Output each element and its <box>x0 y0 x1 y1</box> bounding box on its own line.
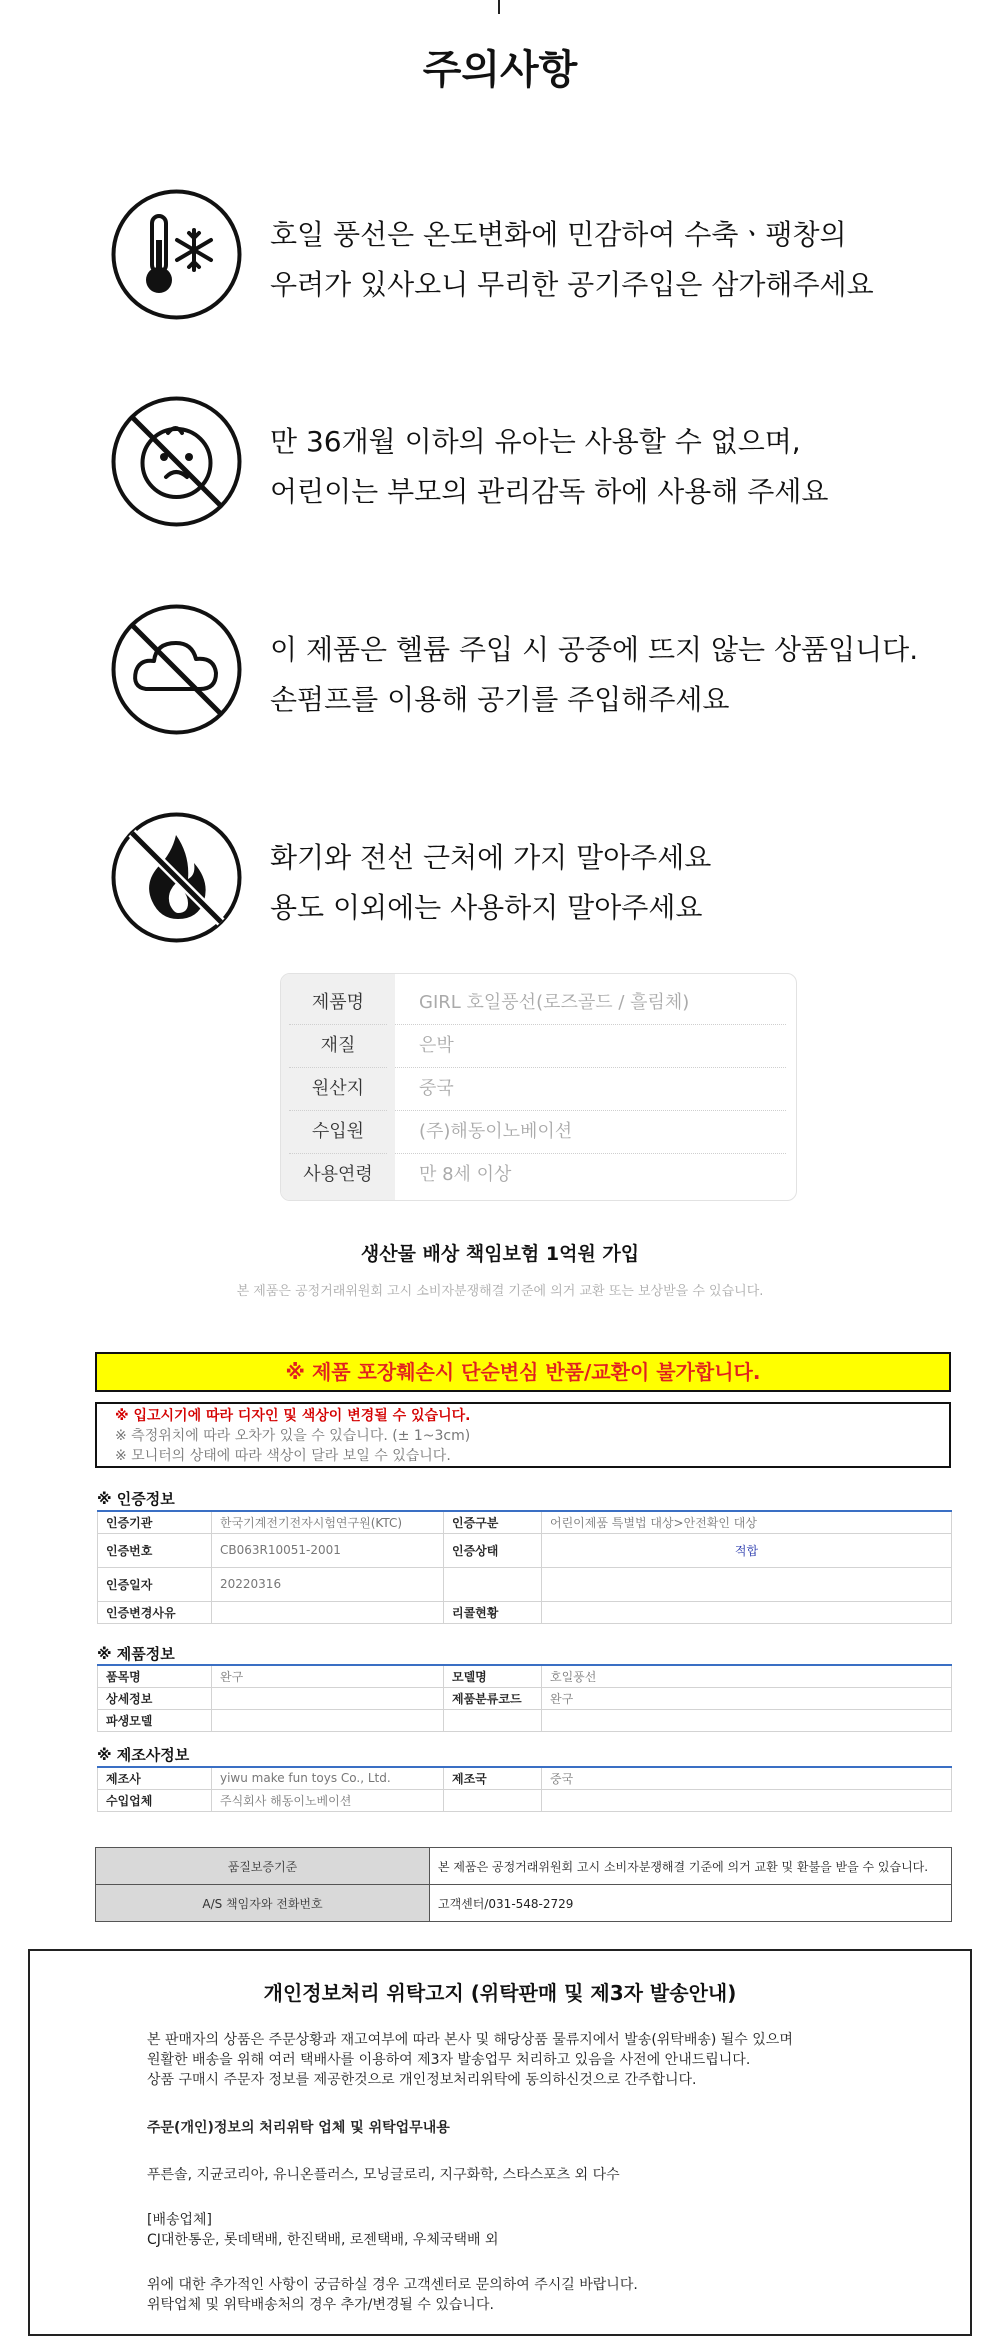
empty-cell <box>542 1709 952 1731</box>
cert-number-label: 인증번호 <box>98 1533 212 1567</box>
as-contact-label: A/S 책임자와 전화번호 <box>96 1885 430 1922</box>
table-row <box>98 1511 952 1533</box>
quality-standard-label: 품질보증기준 <box>96 1848 430 1885</box>
privacy-notice-box <box>28 1949 972 2336</box>
table-row <box>98 1789 952 1811</box>
spec-label: 사용연령 <box>303 1164 373 1185</box>
privacy-footer-line: 위에 대한 추가적인 사항이 궁금하실 경우 고객센터로 문의하여 주시길 바랍니다. <box>147 2277 638 2293</box>
cert-agency: 한국기계전기전자시험연구원(KTC) <box>212 1511 444 1533</box>
empty-cell <box>444 1789 542 1811</box>
table-row <box>98 1601 952 1623</box>
cert-type: 어린이제품 특별법 대상>안전확인 대상 <box>542 1511 952 1533</box>
notice-line: ※ 입고시기에 따라 디자인 및 색상이 변경될 수 있습니다. <box>115 1408 471 1424</box>
detail-label: 상세정보 <box>98 1687 212 1709</box>
table-row <box>98 1709 952 1731</box>
table-row <box>98 1567 952 1601</box>
spec-value: 만 8세 이상 <box>419 1164 512 1185</box>
cert-status: 적합 <box>542 1533 952 1567</box>
spec-label: 수입원 <box>311 1121 365 1142</box>
class-code-value: 완구 <box>542 1687 952 1709</box>
cert-agency-label: 인증기관 <box>98 1511 212 1533</box>
quality-standard-value: 본 제품은 공정거래위원회 고시 소비자분쟁해결 기준에 의거 교환 및 환불을 받을 수 있습니다. <box>430 1848 952 1885</box>
privacy-footer-line: 위탁업체 및 위탁배송처의 경우 추가/변경될 수 있습니다. <box>147 2297 494 2313</box>
item-label: 품목명 <box>98 1665 212 1687</box>
caution-text: 이 제품은 헬륨 주입 시 공중에 뜨지 않는 상품입니다. 손펌프를 이용해 공기를 주입해주세요 <box>270 633 919 716</box>
maker-value: yiwu make fun toys Co., Ltd. <box>212 1767 444 1789</box>
privacy-paragraph-line: 본 판매자의 상품은 주문상황과 재고여부에 따라 본사 및 해당상품 물류지에서 발송(위탁배송) 될수 있으며 <box>147 2032 793 2048</box>
courier-list: CJ대한통운, 롯데택배, 한진택배, 로젠택배, 우체국택배 외 <box>147 2232 499 2248</box>
spec-value: GIRL 호일풍선(로즈골드 / 흘림체) <box>419 992 690 1013</box>
caution-text: 만 36개월 이하의 유아는 사용할 수 없으며, 어린이는 부모의 관리감독 하에 사용해 주세요 <box>270 425 829 508</box>
cert-empty-cell <box>542 1567 952 1601</box>
maker-info-table <box>97 1766 952 1812</box>
courier-heading: [배송업체] <box>147 2212 213 2228</box>
table-row <box>96 1885 952 1922</box>
cert-table <box>97 1510 952 1624</box>
insurance-title: 생산물 배상 책임보험 1억원 가입 <box>360 1243 640 1265</box>
spec-value: 중국 <box>419 1078 454 1099</box>
maker-info-heading: ※ 제조사정보 <box>97 1746 190 1764</box>
cert-heading: ※ 인증정보 <box>97 1490 175 1508</box>
product-spec-table <box>280 973 797 1201</box>
table-row <box>98 1687 952 1709</box>
spec-value: 은박 <box>419 1035 454 1056</box>
cert-recall-label: 리콜현황 <box>444 1601 542 1623</box>
cert-status-label: 인증상태 <box>444 1533 542 1567</box>
no-cloud-icon <box>110 603 243 736</box>
maker-label: 제조사 <box>98 1767 212 1789</box>
model-label: 모델명 <box>444 1665 542 1687</box>
no-return-warning-banner: ※ 제품 포장훼손시 단순변심 반품/교환이 불가합니다. <box>95 1352 951 1392</box>
table-row <box>98 1533 952 1567</box>
notice-line: ※ 측정위치에 따라 오차가 있을 수 있습니다. (± 1~3cm) <box>115 1428 471 1444</box>
cert-empty-cell <box>444 1567 542 1601</box>
no-baby-icon <box>110 395 243 528</box>
privacy-paragraph-line: 원활한 배송을 위해 여러 택배사를 이용하여 제3자 발송업무 처리하고 있음을 사전에 안내드립니다. <box>147 2052 751 2068</box>
spec-row <box>281 982 796 1024</box>
spec-label: 원산지 <box>311 1078 365 1099</box>
product-info-heading: ※ 제품정보 <box>97 1645 175 1663</box>
spec-label: 재질 <box>320 1035 356 1056</box>
item-value: 완구 <box>212 1665 444 1687</box>
product-info-table <box>97 1664 952 1732</box>
derived-model-label: 파생모델 <box>98 1709 212 1731</box>
page-title: 주의사항 <box>422 47 578 93</box>
spec-value: (주)해동이노베이션 <box>419 1121 573 1142</box>
importer-value: 주식회사 해동이노베이션 <box>212 1789 444 1811</box>
spec-label: 제품명 <box>311 992 365 1013</box>
caution-text: 화기와 전선 근처에 가지 말아주세요 용도 이외에는 사용하지 말아주세요 <box>270 841 712 924</box>
caution-item <box>110 603 970 738</box>
quality-as-table <box>95 1847 952 1922</box>
class-code-label: 제품분류코드 <box>444 1687 542 1709</box>
caution-text: 호일 풍선은 온도변화에 민감하여 수축ㆍ팽창의 우려가 있사오니 무리한 공기주입은 삼가해주세요 <box>270 218 874 301</box>
detail-value <box>212 1687 444 1709</box>
cert-recall-value <box>542 1601 952 1623</box>
notice-line: ※ 모니터의 상태에 따라 색상이 달라 보일 수 있습니다. <box>115 1448 451 1464</box>
country-label: 제조국 <box>444 1767 542 1789</box>
insurance-subtitle: 본 제품은 공정거래위원회 고시 소비자분쟁해결 기준에 의거 교환 또는 보상받을 수 있습니다. <box>236 1284 764 1299</box>
as-contact-value: 고객센터/031-548-2729 <box>430 1885 952 1922</box>
cert-date-label: 인증일자 <box>98 1567 212 1601</box>
table-row <box>96 1848 952 1885</box>
table-row <box>98 1767 952 1789</box>
caution-item <box>110 395 970 530</box>
thermometer-snowflake-icon <box>110 188 243 321</box>
no-fire-icon <box>110 811 243 944</box>
cert-change-value <box>212 1601 444 1623</box>
top-divider-line <box>498 0 500 14</box>
privacy-title: 개인정보처리 위탁고지 (위탁판매 및 제3자 발송안내) <box>263 1981 737 2005</box>
spec-row <box>281 1111 796 1153</box>
caution-item <box>110 811 970 946</box>
empty-cell <box>542 1789 952 1811</box>
importer-label: 수입업체 <box>98 1789 212 1811</box>
privacy-companies: 푸른솔, 지균코리아, 유니온플러스, 모닝글로리, 지구화학, 스타스포츠 외 다수 <box>147 2167 620 2183</box>
cert-number: CB063R10051-2001 <box>212 1533 444 1567</box>
spec-row <box>281 1154 796 1196</box>
caution-item <box>110 188 970 323</box>
model-value: 호일풍선 <box>542 1665 952 1687</box>
derived-model-value <box>212 1709 444 1731</box>
cert-date: 20220316 <box>212 1567 444 1601</box>
table-row <box>98 1665 952 1687</box>
country-value: 중국 <box>542 1767 952 1789</box>
privacy-paragraph-line: 상품 구매시 주문자 정보를 제공한것으로 개인정보처리위탁에 동의하신것으로 간주합니다. <box>147 2072 697 2088</box>
cert-type-label: 인증구분 <box>444 1511 542 1533</box>
cert-change-label: 인증변경사유 <box>98 1601 212 1623</box>
spec-row <box>281 1068 796 1110</box>
notice-box <box>95 1402 951 1468</box>
privacy-subheading: 주문(개인)정보의 처리위탁 업체 및 위탁업무내용 <box>147 2120 450 2136</box>
empty-cell <box>444 1709 542 1731</box>
spec-row <box>281 1025 796 1067</box>
